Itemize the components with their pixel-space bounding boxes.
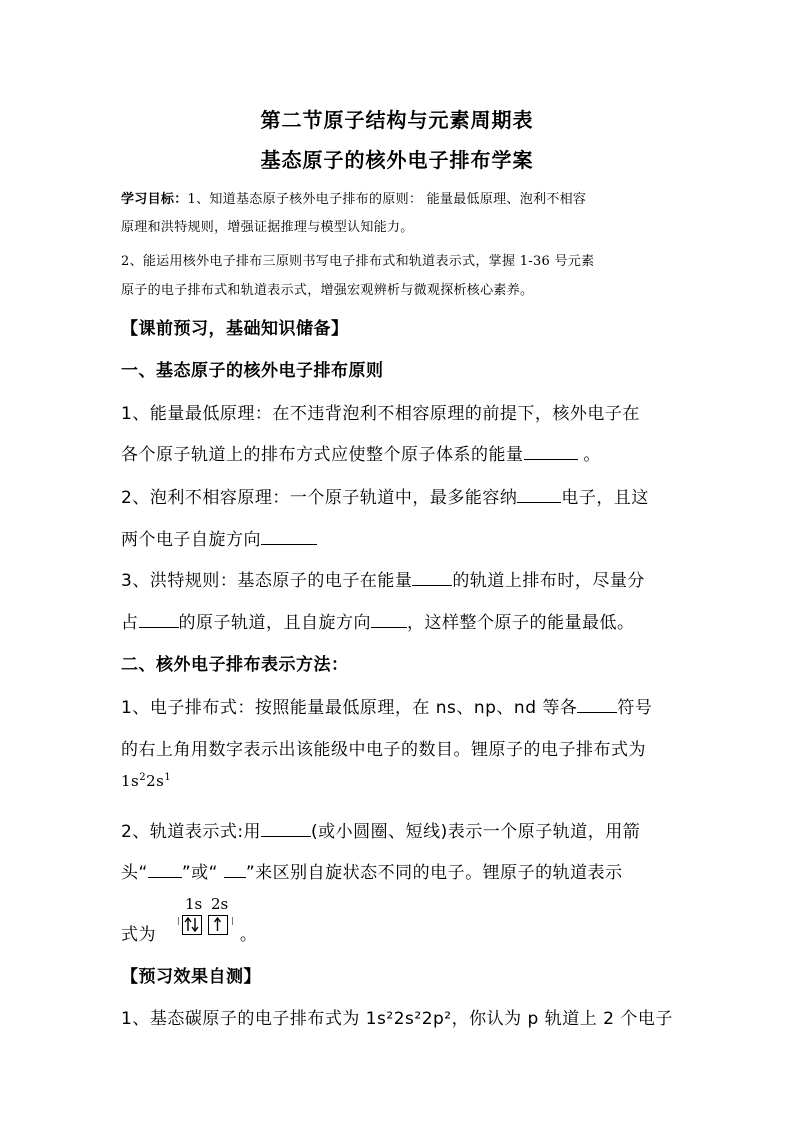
blank-spin-direction[interactable] xyxy=(261,527,317,545)
principle-3-line-a: 3、洪特规则：基态原子的电子在能量 的轨道上排布时，尽量分 xyxy=(121,566,645,591)
blank-sublevel[interactable] xyxy=(577,695,617,713)
blank-same-energy[interactable] xyxy=(412,568,452,586)
lithium-orbital-diagram xyxy=(176,895,246,945)
objective-line-3: 2、能运用核外电子排布三原则书写电子排布式和轨道表示式，掌握 1-36 号元素 xyxy=(121,254,595,269)
objective-label: 学习目标： xyxy=(121,192,188,207)
orbital-box-1s xyxy=(182,915,202,935)
document-title: 第二节原子结构与元素周期表 xyxy=(260,108,534,132)
lithium-config: $1s^22s^1$ xyxy=(121,772,172,790)
principle-1-line-a: 1、能量最低原理：在不违背泡利不相容原理的前提下，核外电子在 xyxy=(121,404,640,424)
principle-3-line-b: 占 的原子轨道，且自旋方向 ，这样整个原子的能量最低。 xyxy=(121,608,635,633)
up-arrow-icon xyxy=(209,916,226,933)
objective-line-1: 学习目标：1、知道基态原子核外电子排布的原则： 能量最低原理、泡利不相容 xyxy=(121,192,587,207)
principle-2-line-a: 2、泡利不相容原理：一个原子轨道中，最多能容纳 电子，且这 xyxy=(121,483,649,508)
part2-heading: 二、核外电子排布表示方法： xyxy=(121,655,349,675)
test-question-1: 1、基态碳原子的电子排布式为 1s²2s²2p²，你认为 p 轨道上 2 个电子 xyxy=(121,1009,673,1029)
objective-line-4: 原子的电子排布式和轨道表示式，增强宏观辨析与微观探析核心素养。 xyxy=(121,283,534,298)
blank-max-electrons[interactable] xyxy=(517,485,561,503)
blank-arrow-1[interactable] xyxy=(148,860,182,878)
tick-left xyxy=(178,917,179,925)
orbital-line-b: 头“ ”或“ ”来区别自旋状态不同的电子。锂原子的轨道表示 xyxy=(121,858,623,883)
orbital-line-c: 式为 。 xyxy=(121,925,258,945)
document-subtitle: 基态原子的核外电子排布学案 xyxy=(260,148,534,172)
tick-right xyxy=(232,917,233,925)
up-down-arrows-icon xyxy=(183,916,200,933)
principle-2-line-b: 两个电子自旋方向 xyxy=(121,525,317,550)
orbital-label-1s: 1s xyxy=(185,895,203,913)
orbital-box-2s xyxy=(208,915,228,935)
config-line-a: 1、电子排布式：按照能量最低原理，在 ns、np、nd 等各 符号 xyxy=(121,693,652,718)
principle-1-line-b: 各个原子轨道上的排布方式应使整个原子体系的能量 。 xyxy=(121,440,601,465)
section-test-heading: 【预习效果自测】 xyxy=(121,967,261,987)
blank-energy[interactable] xyxy=(524,442,578,460)
blank-arrow-2[interactable] xyxy=(224,860,246,878)
blank-box[interactable] xyxy=(261,819,311,837)
config-line-b: 的右上角用数字表示出该能级中电子的数目。锂原子的电子排布式为 xyxy=(121,740,646,760)
blank-different-orbitals[interactable] xyxy=(139,610,179,628)
blank-spin-same[interactable] xyxy=(371,610,407,628)
part1-heading: 一、基态原子的核外电子排布原则 xyxy=(121,361,384,381)
orbital-line-a: 2、轨道表示式:用 (或小圆圈、短线)表示一个原子轨道，用箭 xyxy=(121,817,640,842)
orbital-label-2s: 2s xyxy=(211,895,229,913)
objective-line-2: 原理和洪特规则，增强证据推理与模型认知能力。 xyxy=(121,220,414,235)
section-preview-heading: 【课前预习，基础知识储备】 xyxy=(121,319,349,339)
